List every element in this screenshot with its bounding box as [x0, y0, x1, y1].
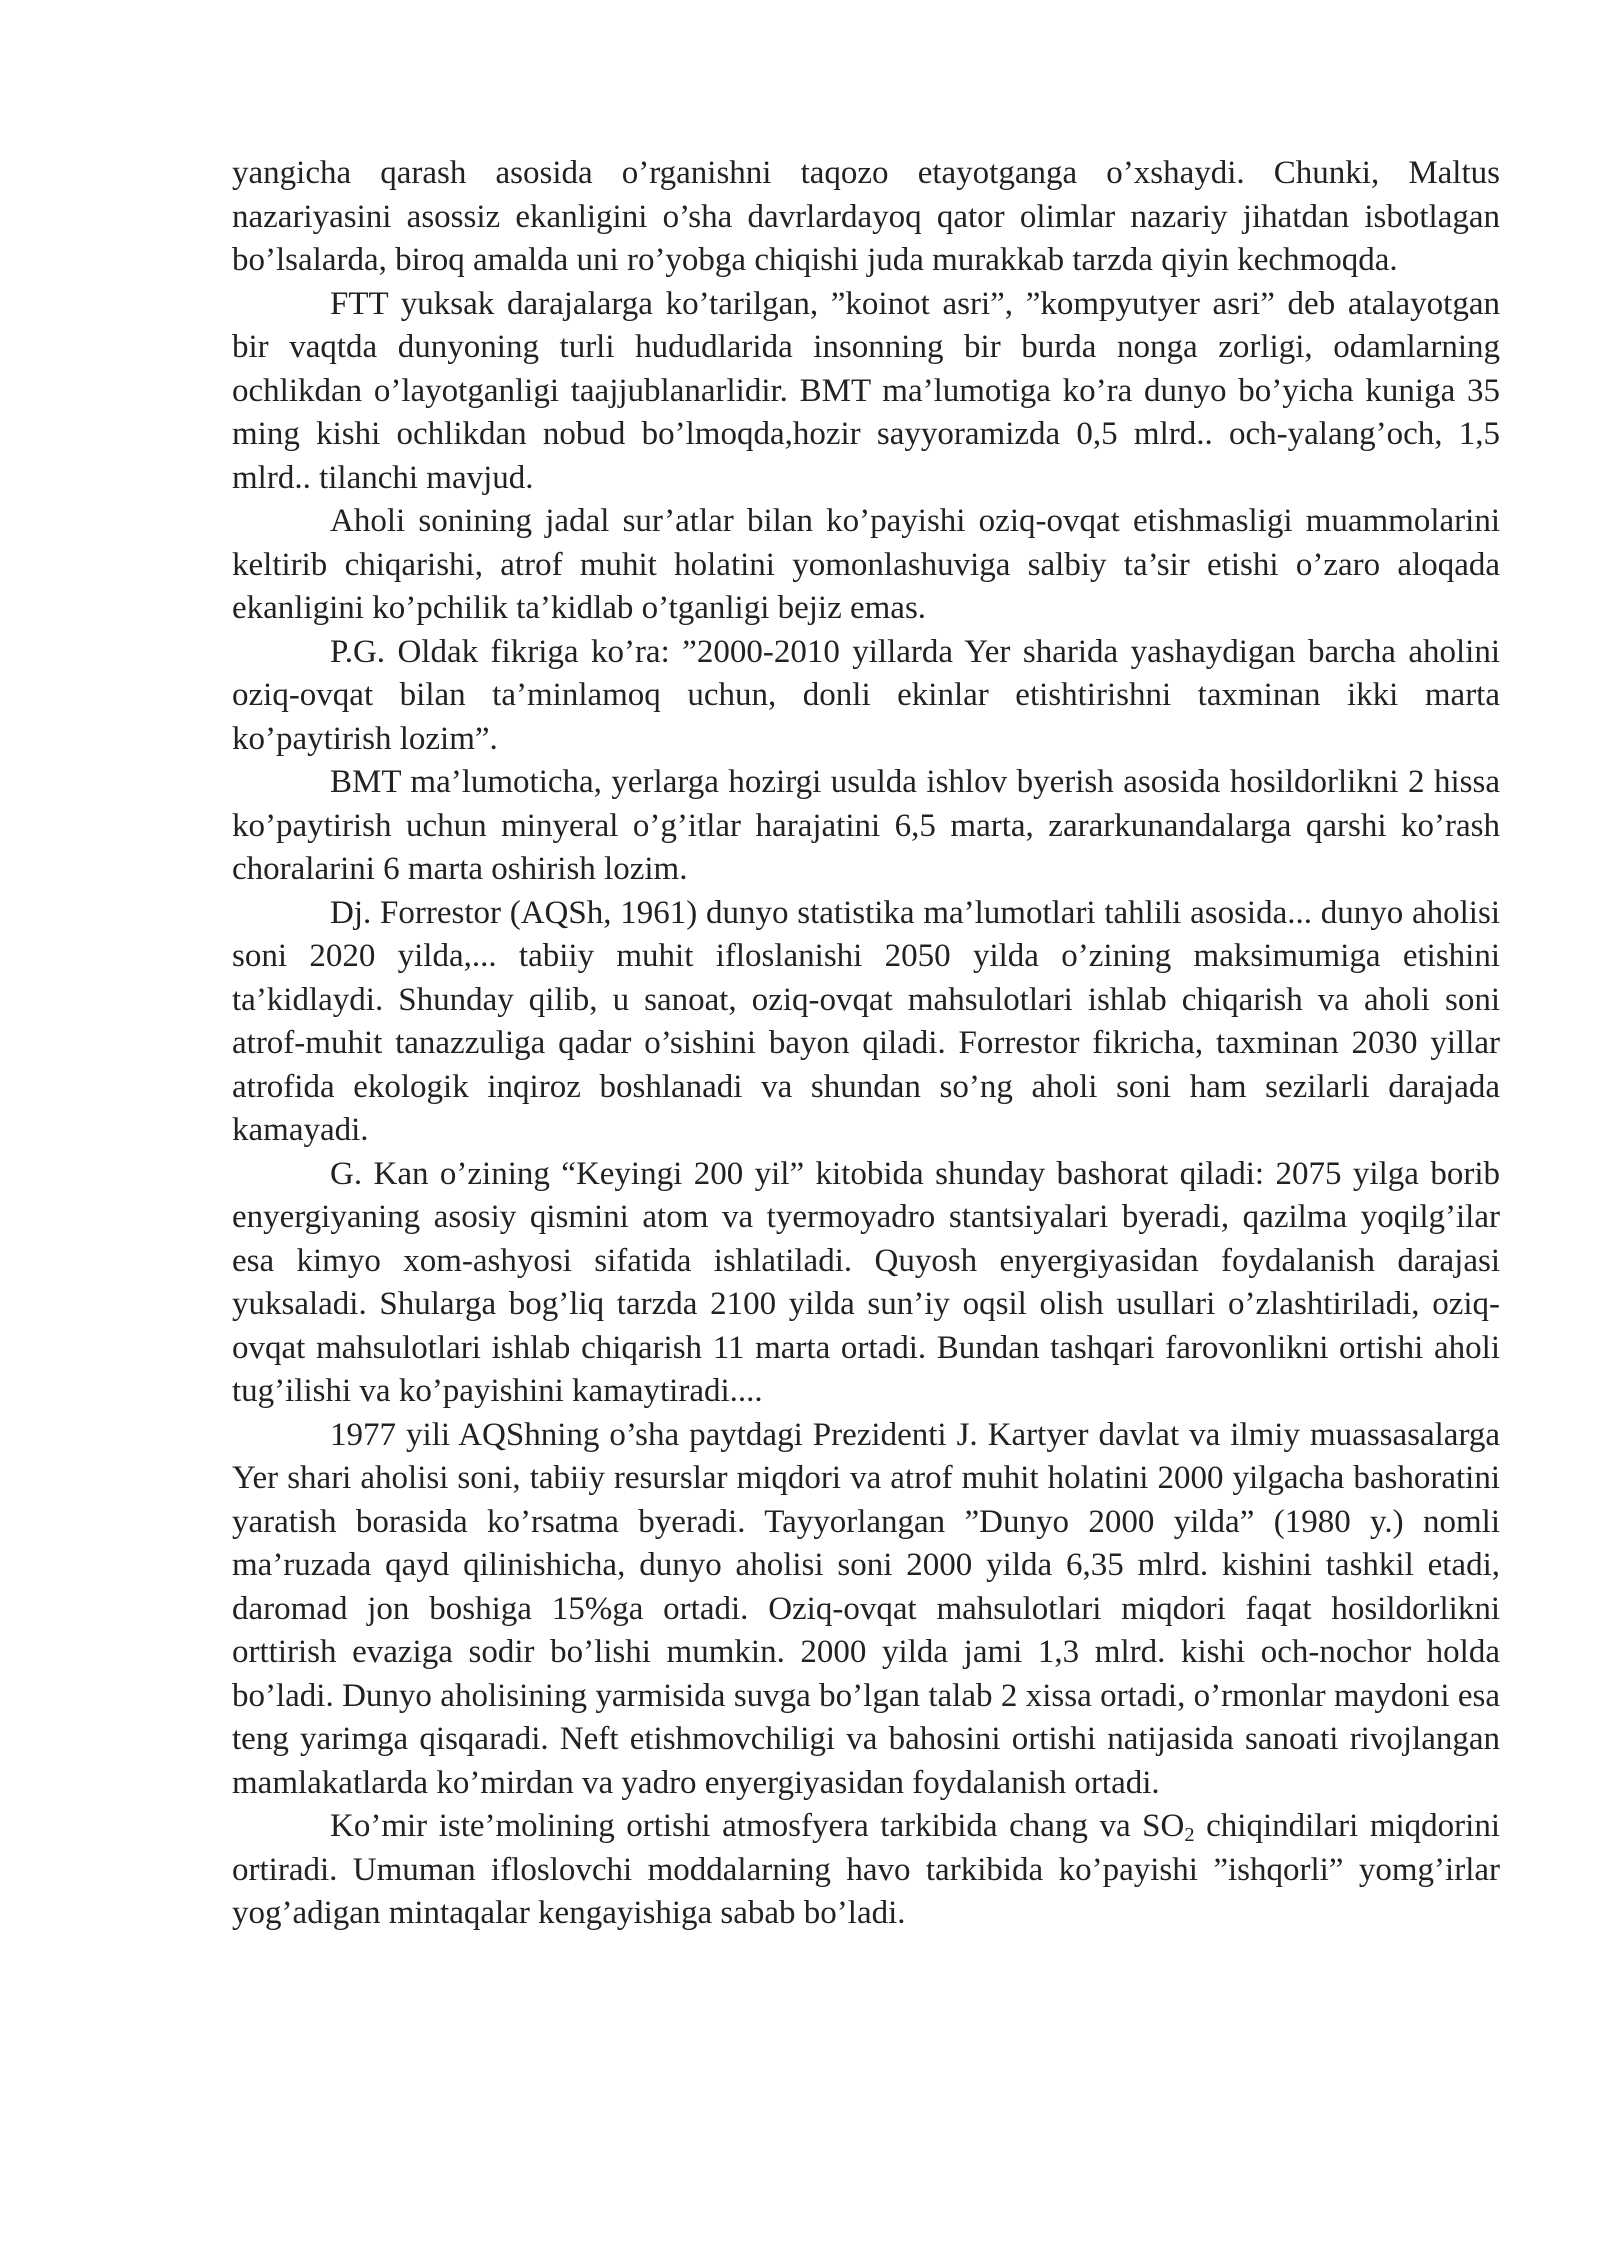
paragraph-oldak: P.G. Oldak fikriga ko’ra: ”2000-2010 yillarda Yer sharida yashaydigan barcha aholini oziq-ovqat bilan ta’minlamoq uchun, donli ekinlar etishtirishni taxminan ikki marta ko’paytirish lozim”.: [232, 633, 1500, 757]
paragraph-komir-end: chiqindilari miqdorini ortiradi. Umuman ifloslovchi moddalarning havo tarkibida ko’payishi ”ishqorli” yomg’irlar yog’adigan mintaqalar kengayishiga sabab bo’ladi.: [232, 1808, 1500, 1931]
paragraph-komir-start: Ko’mir iste’molining ortishi atmosfyera tarkibida chang va SO: [330, 1808, 1185, 1844]
paragraph-kan: G. Kan o’zining “Keyingi 200 yil” kitobida shunday bashorat qiladi: 2075 yilga borib enyergiyaning asosiy qismini atom va tyermoyadro stantsiyalari byeradi, qazilma yoqilg’ilar esa kimyo xom-ashyosi sifatida ishlatiladi. Quyosh enyergiyasidan foydalanish darajasi yuksaladi. Shularga bog’liq tarzda 2100 yilda sun’iy oqsil olish usullari o’zlashtiriladi, oziq-ovqat mahsulotlari ishlab chiqarish 11 marta ortadi. Bundan tashqari farovonlikni ortishi aholi tug’ilishi va ko’payishini kamaytiradi....: [232, 1155, 1500, 1409]
so2-subscript: 2: [1184, 1824, 1195, 1847]
document-page: [232, 152, 1500, 1936]
paragraph-aholi: Aholi sonining jadal sur’atlar bilan ko’payishi oziq-ovqat etishmasligi muammolarini keltirib chiqarishi, atrof muhit holatini yomonlashuviga salbiy ta’sir etishi o’zaro aloqada ekanligini ko’pchilik ta’kidlab o’tganligi bejiz emas.: [232, 503, 1500, 626]
paragraph-komir: [232, 1805, 1500, 1936]
paragraph-ftt: FTT yuksak darajalarga ko’tarilgan, ”koinot asri”, ”kompyutyer asri” deb atalayotgan bir vaqtda dunyoning turli hududlarida insonning bir burda nonga zorligi, odamlarning ochlikdan o’layotganligi taajjublanarlidir. BMT ma’lumotiga ko’ra dunyo bo’yicha kuniga 35 ming kishi ochlikdan nobud bo’lmoqda,hozir sayyoramizda 0,5 mlrd.. och-yalang’och, 1,5 mlrd.. tilanchi mavjud.: [232, 285, 1500, 496]
paragraph-continuation: yangicha qarash asosida o’rganishni taqozo etayotganga o’xshaydi. Chunki, Maltus nazariyasini asossiz ekanligini o’sha davrlardayoq qator olimlar nazariy jihatdan isbotlagan bo’lsalarda, biroq amalda uni ro’yobga chiqishi juda murakkab tarzda qiyin kechmoqda.: [232, 155, 1500, 278]
paragraph-kartyer: 1977 yili AQShning o’sha paytdagi Prezidenti J. Kartyer davlat va ilmiy muassasalarga Yer shari aholisi soni, tabiiy resurslar miqdori va atrof muhit holatini 2000 yilgacha bashoratini yaratish borasida ko’rsatma byeradi. Tayyorlangan ”Dunyo 2000 yilda” (1980 y.) nomli ma’ruzada qayd qilinishicha, dunyo aholisi soni 2000 yilda 6,35 mlrd. kishini tashkil etadi, daromad jon boshiga 15%ga ortadi. Oziq-ovqat mahsulotlari miqdori faqat hosildorlikni orttirish evaziga sodir bo’lishi mumkin. 2000 yilda jami 1,3 mlrd. kishi och-nochor holda bo’ladi. Dunyo aholisining yarmisida suvga bo’lgan talab 2 xissa ortadi, o’rmonlar maydoni esa teng yarimga qisqaradi. Neft etishmovchiligi va bahosini ortishi natijasida sanoati rivojlangan mamlakatlarda ko’mirdan va yadro enyergiyasidan foydalanish ortadi.: [232, 1416, 1500, 1801]
paragraph-forrestor: Dj. Forrestor (AQSh, 1961) dunyo statistika ma’lumotlari tahlili asosida... dunyo aholisi soni 2020 yilda,... tabiiy muhit ifloslanishi 2050 yilda o’zining maksimumiga etishini ta’kidlaydi. Shunday qilib, u sanoat, oziq-ovqat mahsulotlari ishlab chiqarish va aholi soni atrof-muhit tanazzuliga qadar o’sishini bayon qiladi. Forrestor fikricha, taxminan 2030 yillar atrofida ekologik inqiroz boshlanadi va shundan so’ng aholi soni ham sezilarli darajada kamayadi.: [232, 894, 1500, 1148]
paragraph-bmt: BMT ma’lumoticha, yerlarga hozirgi usulda ishlov byerish asosida hosildorlikni 2 hissa ko’paytirish uchun minyeral o’g’itlar harajatini 6,5 marta, zararkunandalarga qarshi ko’rash choralarini 6 marta oshirish lozim.: [232, 764, 1500, 887]
